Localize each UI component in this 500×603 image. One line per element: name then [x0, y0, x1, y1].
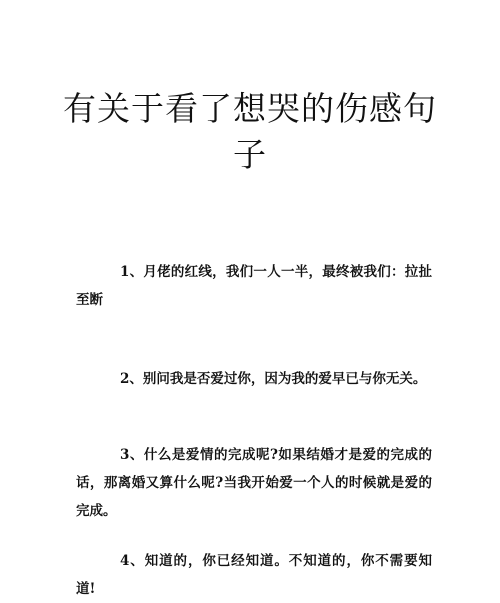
paragraph-2: 2、别问我是否爱过你，因为我的爱早已与你无关。 — [120, 371, 427, 387]
paragraph-1: 1、月佬的红线，我们一人一半，最终被我们：拉扯至断 — [76, 264, 432, 308]
document-title: 有关于看了想哭的伤感句子 — [63, 89, 437, 174]
paragraph-3: 3、什么是爱情的完成呢?如果结婚才是爱的完成的话，那离婚又算什么呢?当我开始爱一个人的时候就是爱的完成。 — [76, 447, 432, 519]
paragraph-4: 4、知道的，你已经知道。不知道的，你不需要知道! — [76, 553, 432, 597]
